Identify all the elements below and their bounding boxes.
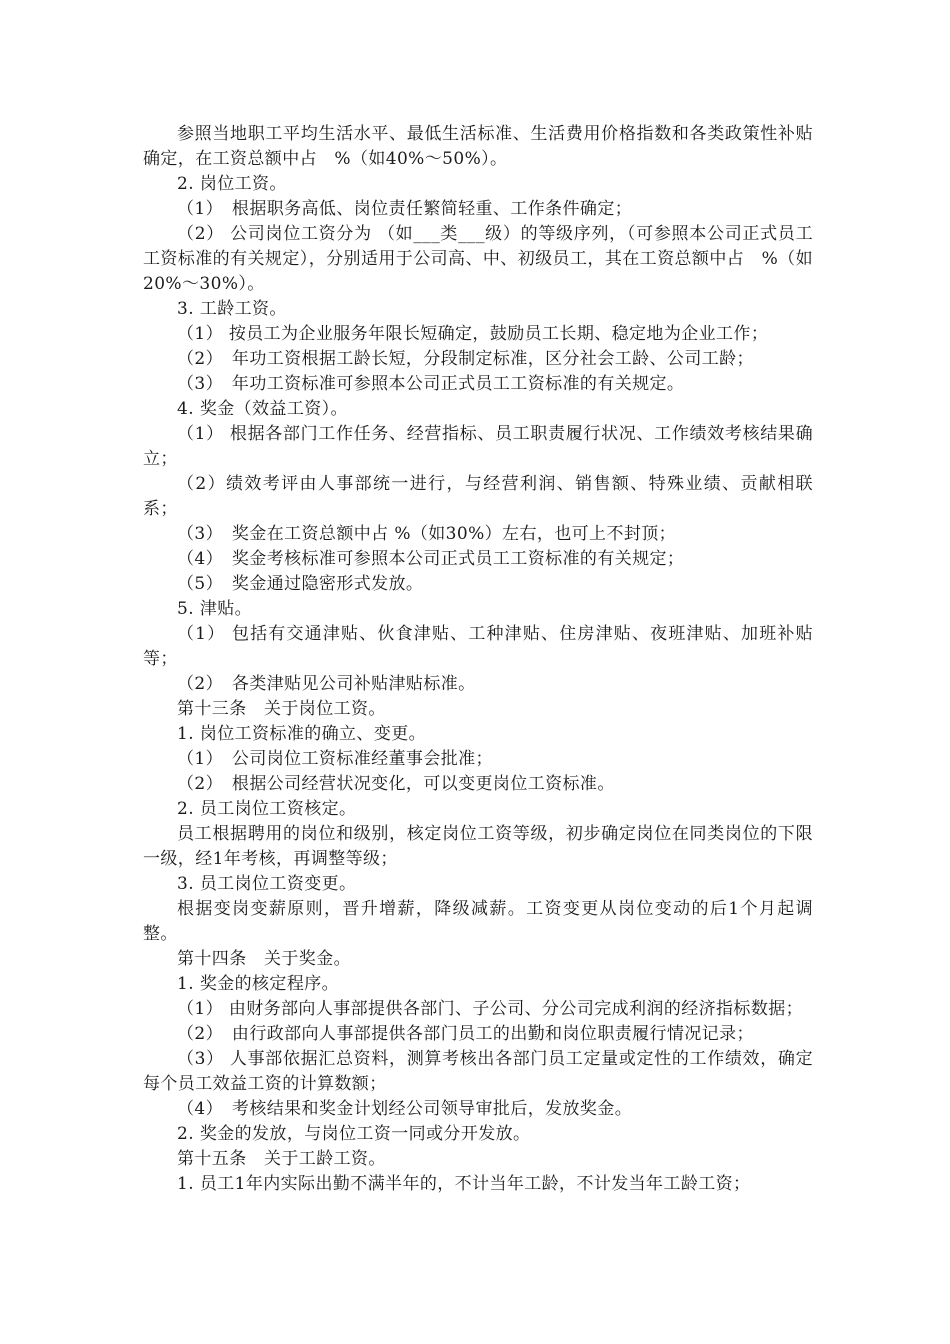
paragraph: 1. 奖金的核定程序。 <box>177 974 340 994</box>
paragraph: （1） 公司岗位工资标准经董事会批准； <box>177 749 493 769</box>
paragraph: （1） 按员工为企业服务年限长短确定，鼓励员工长期、稳定地为企业工作； <box>177 324 769 344</box>
paragraph: （1） 根据职务高低、岗位责任繁简轻重、工作条件确定； <box>177 199 633 219</box>
article-heading: 第十五条 关于工龄工资。 <box>177 1149 386 1169</box>
paragraph: 1. 员工1年内实际出勤不满半年的，不计当年工龄，不计发当年工龄工资； <box>177 1174 751 1194</box>
paragraph: （2） 各类津贴见公司补贴津贴标准。 <box>177 674 476 694</box>
paragraph: 员工根据聘用的岗位和级别，核定岗位工资等级，初步确定岗位在同类岗位的下限一级，经1年考核，再调整等级； <box>143 824 813 869</box>
paragraph: （4） 考核结果和奖金计划经公司领导审批后，发放奖金。 <box>177 1099 633 1119</box>
paragraph: （3） 奖金在工资总额中占 %（如30%）左右，也可上不封顶； <box>177 524 677 544</box>
paragraph: 2. 奖金的发放，与岗位工资一同或分开发放。 <box>177 1124 531 1144</box>
paragraph: （5） 奖金通过隐密形式发放。 <box>177 574 424 594</box>
paragraph: 根据变岗变薪原则，晋升增薪，降级减薪。工资变更从岗位变动的后1个月起调整。 <box>143 899 813 944</box>
paragraph: （1） 由财务部向人事部提供各部门、子公司、分公司完成利润的经济指标数据； <box>177 999 804 1019</box>
paragraph: 1. 岗位工资标准的确立、变更。 <box>177 724 427 744</box>
paragraph: （2） 年功工资根据工龄长短，分段制定标准，区分社会工龄、公司工龄； <box>177 349 754 369</box>
document-body <box>143 122 813 1197</box>
paragraph: 4. 奖金（效益工资）。 <box>177 399 348 419</box>
paragraph: （2） 公司岗位工资分为 （如___类___级）的等级序列，（可参照本公司正式员工工资标准的有关规定），分别适用于公司高、中、初级员工，其在工资总额中占 %（如20%～30%）。 <box>143 224 813 294</box>
paragraph: 参照当地职工平均生活水平、最低生活标准、生活费用价格指数和各类政策性补贴确定，在工资总额中占 %（如40%～50%）。 <box>143 124 813 169</box>
paragraph: （2） 由行政部向人事部提供各部门员工的出勤和岗位职责履行情况记录； <box>177 1024 754 1044</box>
paragraph: （3） 人事部依据汇总资料，测算考核出各部门员工定量或定性的工作绩效，确定每个员工效益工资的计算数额； <box>143 1049 813 1094</box>
paragraph: 3. 员工岗位工资变更。 <box>177 874 357 894</box>
paragraph: （2） 根据公司经营状况变化，可以变更岗位工资标准。 <box>177 774 615 794</box>
paragraph: （1） 包括有交通津贴、伙食津贴、工种津贴、住房津贴、夜班津贴、加班补贴等； <box>143 624 813 669</box>
article-heading: 第十四条 关于奖金。 <box>177 949 351 969</box>
paragraph: 3. 工龄工资。 <box>177 299 287 319</box>
article-heading: 第十三条 关于岗位工资。 <box>177 699 386 719</box>
paragraph: （2）绩效考评由人事部统一进行，与经营利润、销售额、特殊业绩、贡献相联系； <box>143 474 813 519</box>
paragraph: 2. 岗位工资。 <box>177 174 287 194</box>
paragraph: （1） 根据各部门工作任务、经营指标、员工职责履行状况、工作绩效考核结果确立； <box>143 424 813 469</box>
paragraph: （3） 年功工资标准可参照本公司正式员工工资标准的有关规定。 <box>177 374 685 394</box>
paragraph: 2. 员工岗位工资核定。 <box>177 799 357 819</box>
paragraph: 5. 津贴。 <box>177 599 253 619</box>
paragraph: （4） 奖金考核标准可参照本公司正式员工工资标准的有关规定； <box>177 549 685 569</box>
